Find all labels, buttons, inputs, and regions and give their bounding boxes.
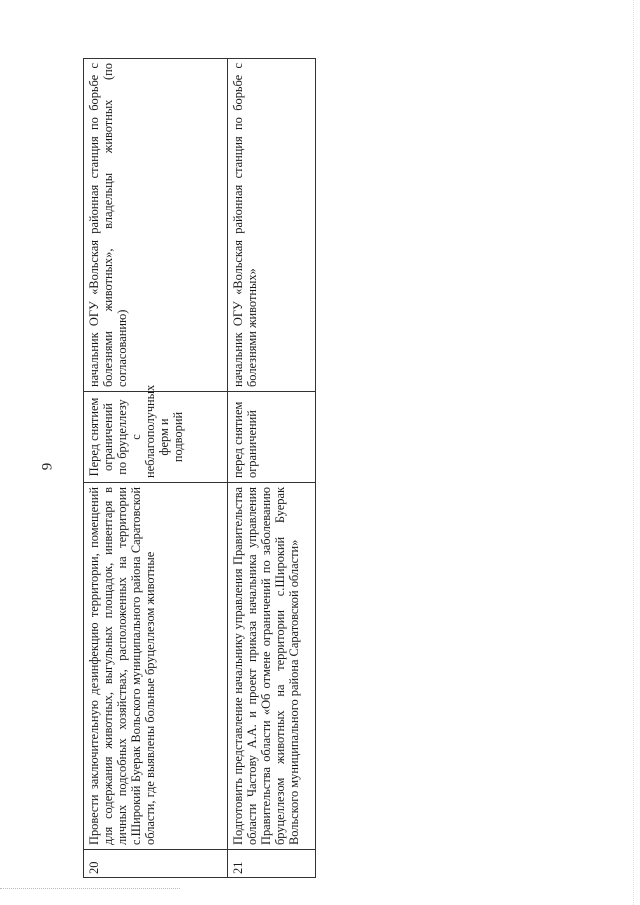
row-action: Провести заключительную дезинфекцию территории, помещений для содержания животных, выгульных площадок, инвентаря в личных подсобных хозяйствах, расположенных на территории с.Широкий Буерак Вольского муниципального района Саратовской области, где выявлены больные бруцеллезом животные bbox=[84, 483, 228, 850]
page-edge-line bbox=[633, 0, 634, 905]
row-deadline: перед снятием ограничений bbox=[228, 392, 316, 483]
table-row bbox=[84, 59, 228, 878]
row-action: Подготовить представление начальнику управления Правительства области Частову А.А. и проект приказа начальника управления Правительства области «Об отмене ограничений по заболеванию бруцеллезом животных на территории с.Широкий Буерак Вольского муниципального района Саратовской области» bbox=[228, 483, 316, 850]
page-number: 9 bbox=[39, 462, 56, 471]
measures-table-rotated bbox=[83, 58, 315, 878]
row-responsible: начальник ОГУ «Вольская районная станция по борьбе с болезнями животных» bbox=[228, 59, 316, 392]
row-number: 21 bbox=[228, 850, 316, 878]
row-deadline: Перед снятием ограничений по бруцеллезу с неблагополучных ферм и подворий bbox=[84, 392, 228, 483]
row-responsible: начальник ОГУ «Вольская районная станция по борьбе с болезнями животных», владельцы животных (по согласованию) bbox=[84, 59, 228, 392]
measures-table bbox=[83, 58, 316, 878]
scan-edge-line bbox=[0, 888, 180, 889]
table-row bbox=[228, 59, 316, 878]
row-number: 20 bbox=[84, 850, 228, 878]
